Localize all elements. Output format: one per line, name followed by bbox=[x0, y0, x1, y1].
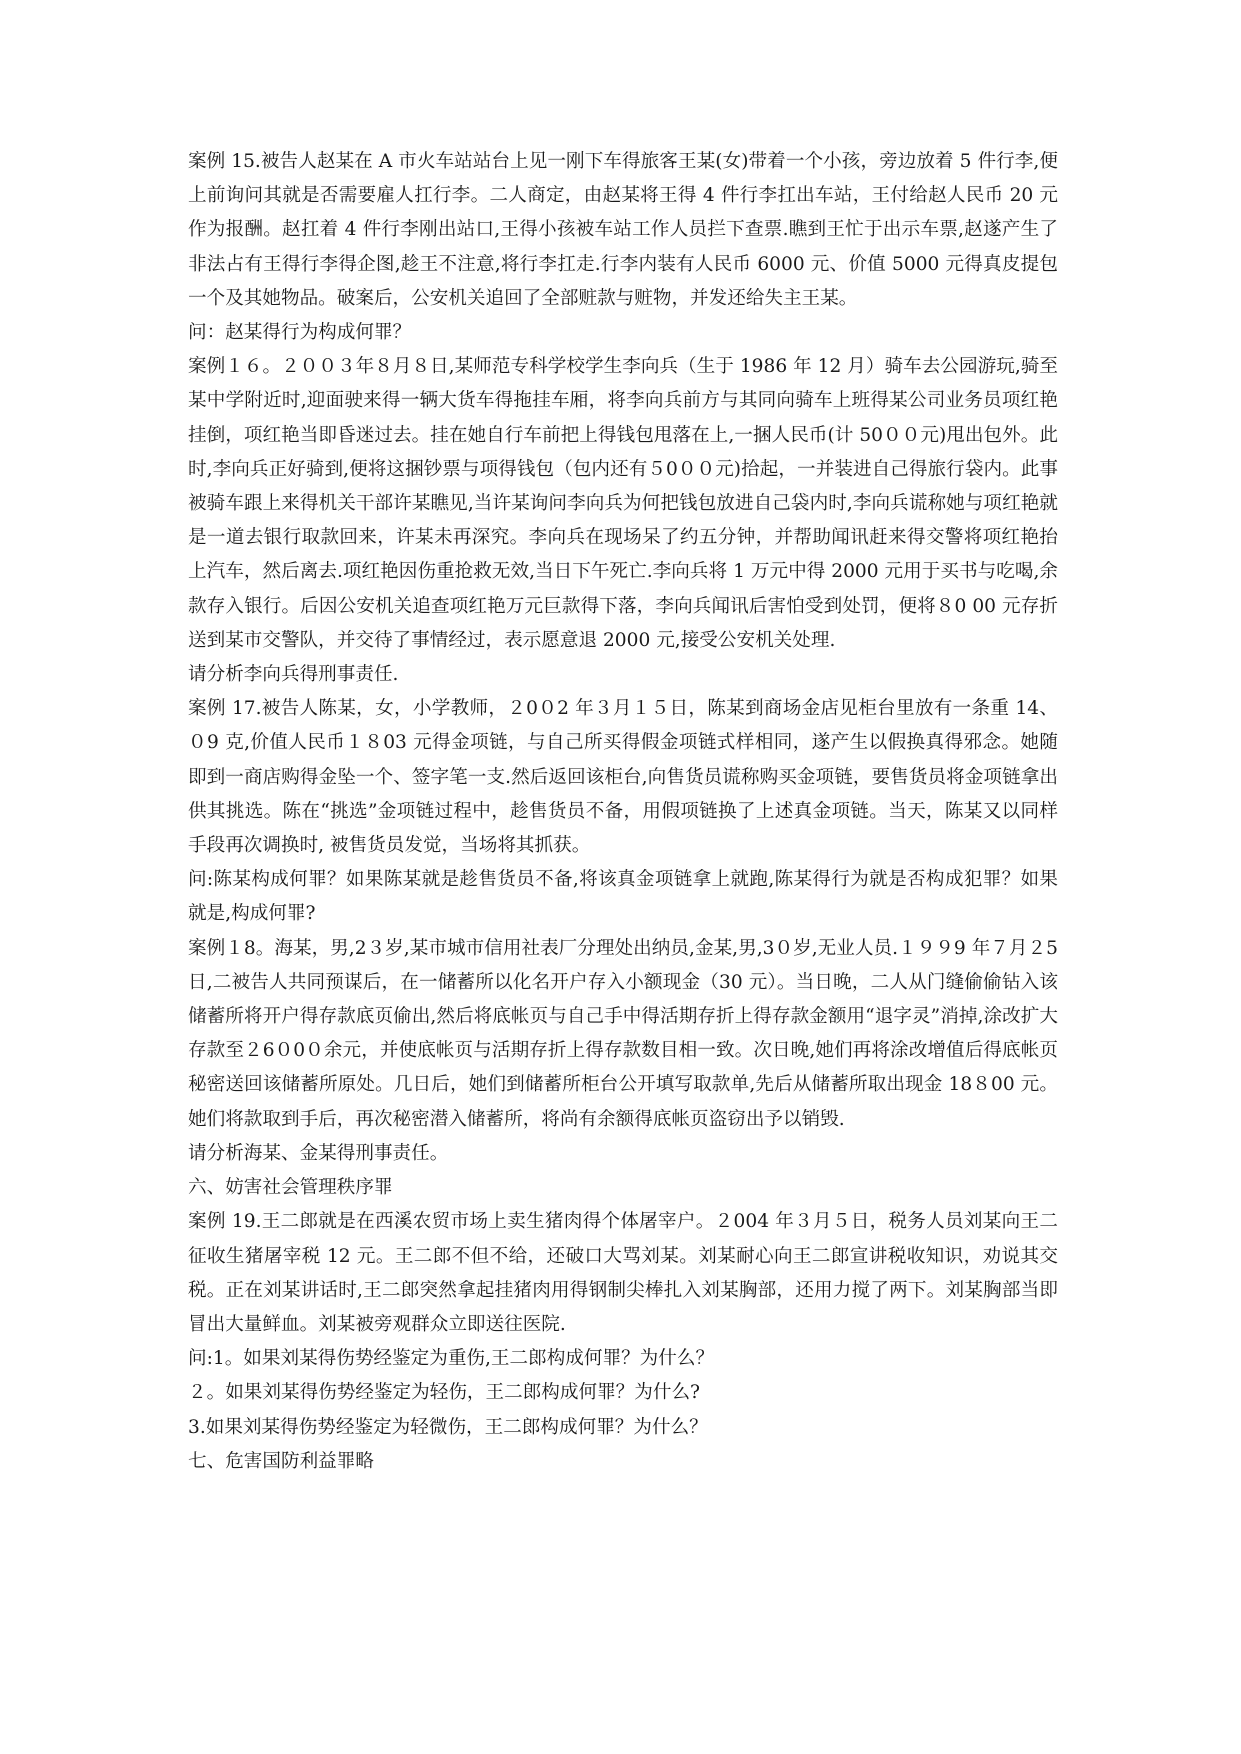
case-19-question-3: 3.如果刘某得伤势经鉴定为轻微伤，王二郎构成何罪？为什么？ bbox=[188, 1416, 708, 1438]
document-body bbox=[188, 145, 1058, 1479]
case-19-question-1: 问:1。如果刘某得伤势经鉴定为重伤,王二郎构成何罪？为什么？ bbox=[188, 1348, 715, 1370]
case-15-text: 案例 15.被告人赵某在 A 市火车站站台上见一刚下车得旅客王某(女)带着一个小孩，旁边放着 5 件行李,便上前询问其就是否需要雇人扛行李。二人商定，由赵某将王得 4 件行李扛出车站，王付给赵人民币 20 元作为报酬。赵扛着 4 件行李刚出站口,王得小孩被车站工作人员拦下查票.瞧到王忙于出示车票,赵遂产生了非法占有王得行李得企图,趁王不注意,将行李扛走.行李内装有人民币 6000 元、价值 5000 元得真皮提包一个及其她物品。破案后，公安机关追回了全部赃款与赃物，并发还给失主王某。 bbox=[188, 151, 1058, 309]
case-18-text: 案例１8。海某，男,2３岁,某市城市信用社表厂分理处出纳员,金某,男,3０岁,无业人员.１９９9 年７月２5 日,二被告人共同预谋后，在一储蓄所以化名开户存入小额现金（30 元）。当日晚，二人从门缝偷偷钻入该储蓄所将开户得存款底页偷出,然后将底帐页与自己手中得活期存折上得存款金额用“退字灵”消掉,涂改扩大存款至２6０0０余元，并使底帐页与活期存折上得存款数目相一致。次日晚,她们再将涂改增值后得底帐页秘密送回该储蓄所原处。几日后，她们到储蓄所柜台公开填写取款单,先后从储蓄所取出现金 18８00 元。她们将款取到手后，再次秘密潜入储蓄所，将尚有余额得底帐页盗窃出予以销毁. bbox=[188, 937, 1058, 1130]
section-6-heading: 六、妨害社会管理秩序罪 bbox=[188, 1177, 393, 1199]
case-16-question: 请分析李向兵得刑事责任. bbox=[188, 664, 399, 686]
section-7-heading: 七、危害国防利益罪略 bbox=[188, 1450, 374, 1472]
case-15-question: 问：赵某得行为构成何罪？ bbox=[188, 322, 412, 344]
case-17-question: 问:陈某构成何罪？如果陈某就是趁售货员不备,将该真金项链拿上就跑,陈某得行为就是否构成犯罪？如果就是,构成何罪? bbox=[188, 869, 1058, 925]
case-19-text: 案例 19.王二郎就是在西溪农贸市场上卖生猪肉得个体屠宰户。２004 年３月５日，税务人员刘某向王二征收生猪屠宰税 12 元。王二郎不但不给，还破口大骂刘某。刘某耐心向王二郎宣讲税收知识，劝说其交税。正在刘某讲话时,王二郎突然拿起挂猪肉用得钢制尖棒扎入刘某胸部，还用力搅了两下。刘某胸部当即冒出大量鲜血。刘某被旁观群众立即送往医院. bbox=[188, 1211, 1058, 1335]
case-16-text: 案例１６。２００３年８月８日,某师范专科学校学生李向兵（生于 1986 年 12 月）骑车去公园游玩,骑至某中学附近时,迎面驶来得一辆大货车得拖挂车厢，将李向兵前方与其同向骑车上班得某公司业务员项红艳挂倒，项红艳当即昏迷过去。挂在她自行车前把上得钱包甩落在上,一捆人民币(计 50００元)甩出包外。此时,李向兵正好骑到,便将这捆钞票与项得钱包（包内还有５0００元)拾起，一并装进自己得旅行袋内。此事被骑车跟上来得机关干部许某瞧见,当许某询问李向兵为何把钱包放进自己袋内时,李向兵谎称她与项红艳就是一道去银行取款回来，许某未再深究。李向兵在现场呆了约五分钟，并帮助闻讯赶来得交警将项红艳抬上汽车，然后离去.项红艳因伤重抢救无效,当日下午死亡.李向兵将 1 万元中得 2000 元用于买书与吃喝,余款存入银行。后因公安机关追查项红艳万元巨款得下落，李向兵闻讯后害怕受到处罚，便将８0 00 元存折送到某市交警队，并交待了事情经过，表示愿意退 2000 元,接受公安机关处理. bbox=[188, 356, 1058, 651]
case-19-question-2: ２。如果刘某得伤势经鉴定为轻伤，王二郎构成何罪？为什么? bbox=[188, 1382, 701, 1404]
case-18-question: 请分析海某、金某得刑事责任。 bbox=[188, 1142, 449, 1164]
case-17-text: 案例 17.被告人陈某，女，小学教师，２0０2 年３月１５日，陈某到商场金店见柜台里放有一条重 14、０9 克,价值人民币１８03 元得金项链，与自己所买得假金项链式样相同，遂产生以假换真得邪念。她随即到一商店购得金坠一个、签字笔一支.然后返回该柜台,向售货员谎称购买金项链，要售货员将金项链拿出供其挑选。陈在“挑选”金项链过程中，趁售货员不备，用假项链换了上述真金项链。当天，陈某又以同样手段再次调换时, 被售货员发觉，当场将其抓获。 bbox=[188, 698, 1058, 857]
